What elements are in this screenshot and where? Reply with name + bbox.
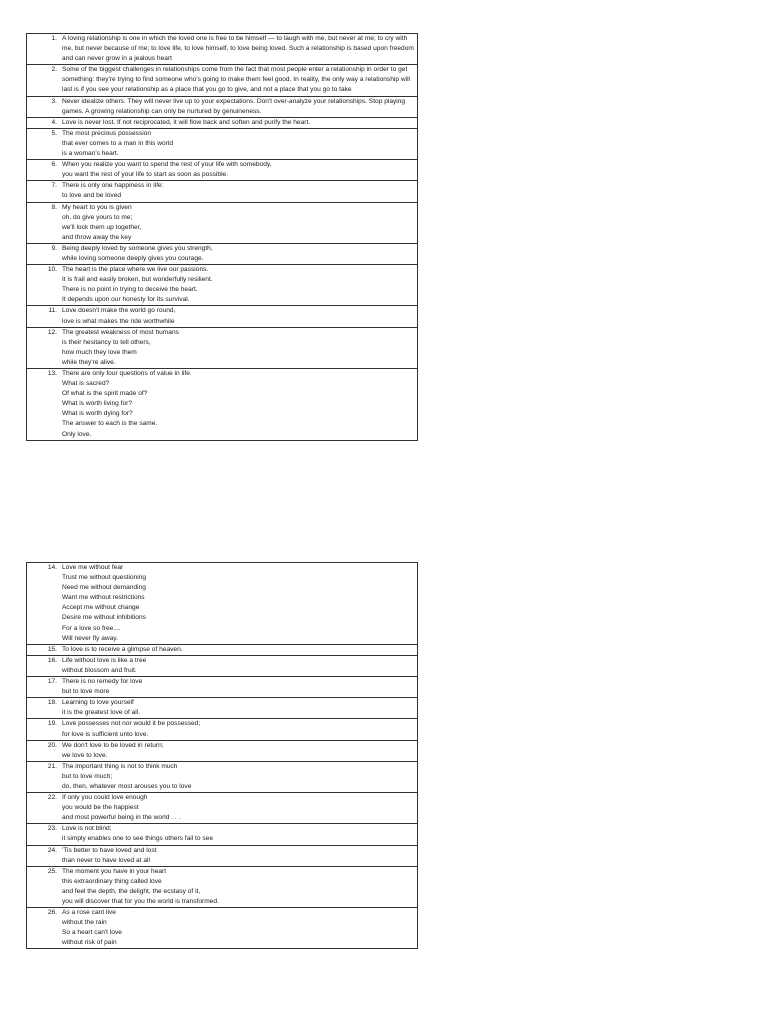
quote-line: but to love more bbox=[62, 688, 110, 696]
quote-number: 9. bbox=[27, 243, 63, 264]
quote-line: Love is not blind; bbox=[62, 825, 112, 833]
quote-number: 19. bbox=[27, 719, 63, 740]
quote-rows bbox=[27, 34, 418, 441]
quote-number: 20. bbox=[27, 740, 63, 761]
quote-row bbox=[27, 824, 418, 845]
quote-row bbox=[27, 96, 418, 117]
quote-rows bbox=[27, 563, 418, 949]
quote-row bbox=[27, 181, 418, 202]
quote-line: Love doesn't make the world go round, bbox=[62, 307, 176, 315]
quote-row bbox=[27, 160, 418, 181]
quote-number: 7. bbox=[27, 181, 63, 202]
quote-table-page-2 bbox=[26, 562, 418, 949]
quote-number: 5. bbox=[27, 128, 63, 159]
quote-line: Love possesses not nor would it be possessed; bbox=[62, 720, 201, 728]
quote-row bbox=[27, 202, 418, 243]
quote-text bbox=[62, 327, 418, 368]
quote-line: we'll lock them up together, bbox=[62, 223, 142, 231]
quote-line: without blossom and fruit. bbox=[62, 666, 137, 674]
quote-text bbox=[62, 866, 418, 907]
quote-line: Being deeply loved by someone gives you strength, bbox=[62, 244, 213, 252]
quote-text bbox=[62, 824, 418, 845]
quote-text bbox=[62, 655, 418, 676]
quote-number: 3. bbox=[27, 96, 63, 117]
quote-number: 16. bbox=[27, 655, 63, 676]
quote-row bbox=[27, 677, 418, 698]
quote-line: oh, do give yours to me; bbox=[62, 213, 133, 221]
quote-line: If only you could love enough bbox=[62, 794, 148, 802]
quote-line: while they're alive. bbox=[62, 358, 116, 366]
quote-line: When you realize you want to spend the rest of your life with somebody, bbox=[62, 161, 272, 169]
quote-row bbox=[27, 908, 418, 949]
quote-line: The most precious possession bbox=[62, 129, 152, 137]
quote-line: to love and be loved bbox=[62, 192, 122, 200]
quote-line: than never to have loved at all bbox=[62, 856, 150, 864]
quote-line: that ever comes to a man in this world bbox=[62, 139, 174, 147]
quote-line: It is frail and easily broken, but wonderfully resilient. bbox=[62, 276, 213, 284]
quote-line: The answer to each is the same. bbox=[62, 420, 158, 428]
quote-line: So a heart can't love bbox=[62, 929, 122, 937]
quote-line: The greatest weakness of most humans bbox=[62, 328, 179, 336]
quote-line: it is the greatest love of all. bbox=[62, 709, 141, 717]
quote-line: and throw away the key bbox=[62, 233, 132, 241]
quote-line: you will discover that for you the world is transformed. bbox=[62, 898, 219, 905]
quote-row bbox=[27, 655, 418, 676]
quote-line: Want me without restrictions bbox=[62, 594, 145, 602]
quote-line: Life without love is like a tree bbox=[62, 656, 147, 664]
quote-number: 18. bbox=[27, 698, 63, 719]
quote-number: 22. bbox=[27, 793, 63, 824]
quote-number: 24. bbox=[27, 845, 63, 866]
quote-line: you would be the happiest bbox=[62, 804, 139, 812]
quote-text bbox=[62, 740, 418, 761]
quote-row bbox=[27, 34, 418, 65]
quote-line: There is no point in trying to deceive the heart. bbox=[62, 286, 198, 294]
quote-line: There are only four questions of value in life. bbox=[62, 370, 192, 377]
quote-number: 25. bbox=[27, 866, 63, 907]
quote-line: It depends upon our honesty for its survival. bbox=[62, 296, 190, 304]
quote-number: 23. bbox=[27, 824, 63, 845]
quote-text bbox=[62, 181, 418, 202]
quote-row bbox=[27, 563, 418, 645]
quote-line: Need me without demanding bbox=[62, 584, 146, 592]
quote-line: What is worth dying for? bbox=[62, 410, 133, 418]
quote-line: Only love. bbox=[62, 430, 92, 438]
quote-row bbox=[27, 845, 418, 866]
quote-text bbox=[62, 644, 418, 655]
quote-text bbox=[62, 793, 418, 824]
quote-line: you want the rest of your life to start as soon as possible. bbox=[62, 171, 229, 179]
quote-text bbox=[62, 96, 418, 117]
quote-line: love is what makes the ride worthwhile bbox=[62, 317, 175, 325]
quote-row bbox=[27, 65, 418, 96]
quote-text bbox=[62, 761, 418, 792]
quote-line: without risk of pain bbox=[62, 939, 117, 947]
quote-line: What is sacred? bbox=[62, 380, 110, 388]
quote-number: 21. bbox=[27, 761, 63, 792]
quote-text bbox=[62, 908, 418, 949]
quote-text bbox=[62, 719, 418, 740]
quote-line: it simply enables one to see things others fail to see bbox=[62, 835, 214, 843]
quote-line: Some of the biggest challenges in relationships come from the fact that most people enter a relationship in order to get something: they're trying to find someone who's going to make them feel good. In reality, the only way a relationship will last is if you see your relationship as a place that you go to give, and not a place that you go to take bbox=[62, 66, 411, 94]
quote-row bbox=[27, 761, 418, 792]
quote-row bbox=[27, 698, 418, 719]
quote-line: but to love much; bbox=[62, 772, 113, 780]
quote-line: We don't love to be loved in return; bbox=[62, 741, 164, 749]
quote-line: this extraordinary thing called love bbox=[62, 877, 162, 885]
quote-row bbox=[27, 793, 418, 824]
quote-text bbox=[62, 677, 418, 698]
quote-number: 10. bbox=[27, 265, 63, 306]
quote-line: To love is to receive a glimpse of heaven. bbox=[62, 645, 183, 653]
quote-number: 13. bbox=[27, 369, 63, 441]
quote-row bbox=[27, 644, 418, 655]
quote-line: What is worth living for? bbox=[62, 400, 132, 408]
quote-line: Love me without fear bbox=[62, 564, 124, 571]
quote-text bbox=[62, 845, 418, 866]
quote-line: Of what is the spirit made of? bbox=[62, 390, 148, 398]
quote-row bbox=[27, 719, 418, 740]
quote-line: 'Tis better to have loved and lost bbox=[62, 846, 157, 854]
quote-number: 17. bbox=[27, 677, 63, 698]
quote-line: There is only one happiness in life: bbox=[62, 182, 164, 190]
quote-text bbox=[62, 117, 418, 128]
quote-text bbox=[62, 128, 418, 159]
quote-line: Trust me without questioning bbox=[62, 574, 147, 582]
quote-row bbox=[27, 243, 418, 264]
quote-line: A loving relationship is one in which the loved one is free to be himself — to laugh with me, but never at me; to cry with me, but never because of me; to love life, to love himself, to love being loved. Such a relationship is based upon freedom and can never grow in a jealous heart bbox=[62, 35, 414, 63]
quote-text bbox=[62, 563, 418, 645]
quote-number: 6. bbox=[27, 160, 63, 181]
quote-number: 1. bbox=[27, 34, 63, 65]
quote-line: is their hesitancy to tell others, bbox=[62, 338, 151, 346]
quote-line: My heart to you is given bbox=[62, 203, 132, 211]
quote-number: 4. bbox=[27, 117, 63, 128]
quote-line: The important thing is not to think much bbox=[62, 762, 178, 770]
quote-text bbox=[62, 160, 418, 181]
quote-line: Learning to love yourself bbox=[62, 699, 134, 707]
quote-number: 26. bbox=[27, 908, 63, 949]
quote-row bbox=[27, 740, 418, 761]
quote-row bbox=[27, 306, 418, 327]
quote-line: and feel the depth, the delight, the ecstasy of it, bbox=[62, 887, 201, 895]
quote-line: Love is never lost. If not reciprocated, it will flow back and soften and purify the heart. bbox=[62, 118, 311, 126]
quote-line: is a woman's heart. bbox=[62, 150, 119, 158]
quote-line: how much they love them bbox=[62, 348, 137, 356]
quote-row bbox=[27, 327, 418, 368]
quote-line: we love to love. bbox=[62, 751, 108, 759]
quote-row bbox=[27, 866, 418, 907]
quote-text bbox=[62, 34, 418, 65]
quote-line: As a rose cant live bbox=[62, 909, 116, 917]
quote-text bbox=[62, 698, 418, 719]
quote-number: 15. bbox=[27, 644, 63, 655]
quote-line: For a love so free.... bbox=[62, 624, 121, 632]
quote-line: The moment you have in your heart bbox=[62, 867, 167, 875]
quote-number: 2. bbox=[27, 65, 63, 96]
quote-row bbox=[27, 369, 418, 441]
quote-line: Desire me without inhibitions bbox=[62, 614, 146, 622]
quote-text bbox=[62, 65, 418, 96]
quote-number: 11. bbox=[27, 306, 63, 327]
quote-number: 12. bbox=[27, 327, 63, 368]
quote-text bbox=[62, 265, 418, 306]
quote-text bbox=[62, 369, 418, 441]
quote-row bbox=[27, 117, 418, 128]
quote-line: The heart is the place where we live our passions. bbox=[62, 266, 209, 274]
quote-line: do, then, whatever most arouses you to love bbox=[62, 782, 192, 790]
quote-text bbox=[62, 202, 418, 243]
quote-row bbox=[27, 128, 418, 159]
quote-row bbox=[27, 265, 418, 306]
quote-text bbox=[62, 243, 418, 264]
quote-line: Accept me without change bbox=[62, 604, 140, 612]
quote-line: and most powerful being in the world . . . bbox=[62, 814, 181, 822]
quote-line: Never idealize others. They will never live up to your expectations. Don't over-analyze your relationships. Stop playing games. A growing relationship can only be nurtured by genuineness. bbox=[62, 97, 406, 115]
quote-line: Will never fly away. bbox=[62, 634, 118, 642]
quote-line: without the rain bbox=[62, 919, 107, 927]
quote-number: 8. bbox=[27, 202, 63, 243]
quote-text bbox=[62, 306, 418, 327]
quote-line: while loving someone deeply gives you courage. bbox=[62, 254, 204, 262]
quote-line: There is no remedy for love bbox=[62, 678, 143, 686]
quote-number: 14. bbox=[27, 563, 63, 645]
quote-line: for love is sufficient unto love. bbox=[62, 730, 149, 738]
quote-table-page-1 bbox=[26, 33, 418, 441]
